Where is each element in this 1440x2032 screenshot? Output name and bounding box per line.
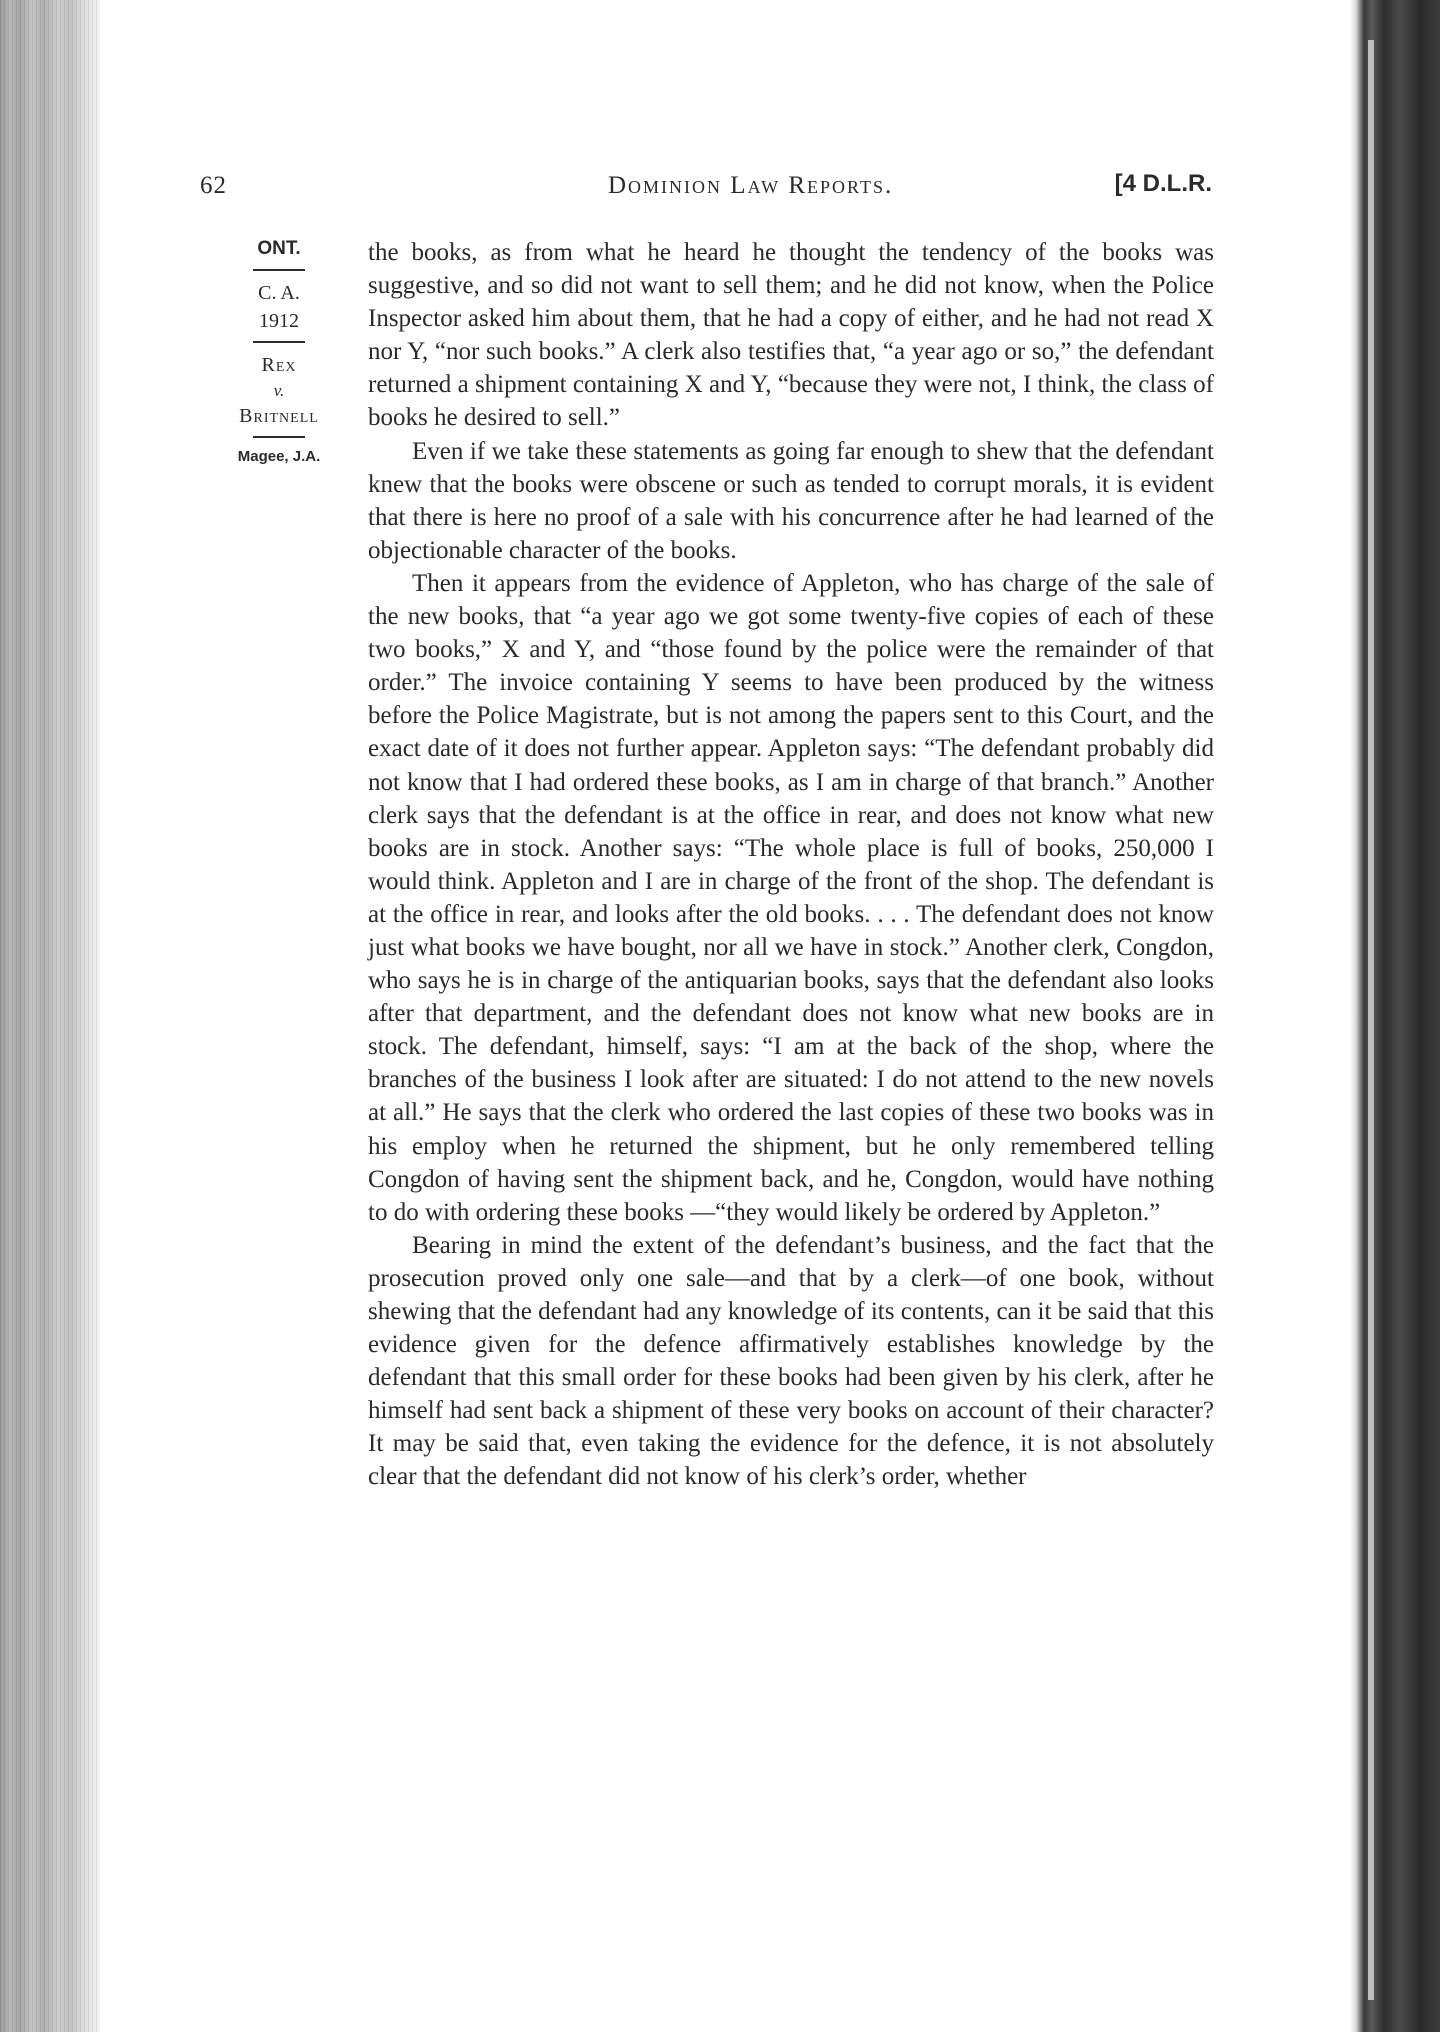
volume-citation: [4 D.L.R. — [1114, 170, 1212, 197]
paragraph: Even if we take these statements as going far enough to shew that the defendant knew that the books were obscene or such as tended to corrupt morals, it is evident that there is here no proof of a sale with his concurrence after he had learned of the objectionable character of the books. — [368, 437, 1214, 564]
margin-divider — [253, 269, 305, 271]
case-versus: v. — [273, 380, 285, 400]
court-name: C. A. — [258, 281, 300, 304]
decision-year: 1912 — [259, 309, 299, 332]
judge-name: Magee, J.A. — [237, 448, 321, 466]
page-number: 62 — [200, 172, 227, 199]
page-edge — [1350, 0, 1440, 2032]
case-party-2: Britnell — [239, 405, 319, 428]
running-header — [200, 172, 1212, 212]
court-province: ONT. — [257, 238, 301, 259]
paragraph: the books, as from what he heard he thought the tendency of the books was suggestive, and so did not want to sell them; and he did not know, when the Police Inspector asked him about them, that he had a copy of either, and he had not read X nor Y, “nor such books.” A clerk also testifies that, “a year ago or so,” the defendant returned a shipment containing X and Y, “because they were not, I think, the class of books he desired to sell.” — [368, 239, 1214, 432]
book-binding-gutter — [0, 0, 100, 2032]
margin-divider — [253, 436, 305, 438]
judgment-text — [368, 236, 1214, 1494]
margin-divider — [253, 341, 305, 343]
running-title: Dominion Law Reports. — [608, 172, 894, 199]
marginal-notes — [224, 236, 334, 467]
case-party-1: Rex — [261, 353, 297, 376]
paragraph: Bearing in mind the extent of the defendant’s business, and the fact that the prosecution proved only one sale—and that by a clerk—of one book, without shewing that the defendant had any knowledge of its contents, can it be said that this evidence given for the defence affirmatively establishes knowledge by the defendant that this small order for these books had been given by his clerk, after he himself had sent back a shipment of these very books on account of their character? It may be said that, even taking the evidence for the defence, it is not absolutely clear that the defendant did not know of his clerk’s order, whether — [368, 1231, 1214, 1491]
paragraph: Then it appears from the evidence of Appleton, who has charge of the sale of the new books, that “a year ago we got some twenty-five copies of each of these two books,” X and Y, and “those found by the police were the remainder of that order.” The invoice containing Y seems to have been produced by the witness before the Police Magistrate, but is not among the papers sent to this Court, and the exact date of it does not further appear. Appleton says: “The defendant probably did not know that I had ordered these books, as I am in charge of that branch.” Another clerk says that the defendant is at the office in rear, and does not know what new books are in stock. Another says: “The whole place is full of books, 250,000 I would think. Appleton and I are in charge of the front of the shop. The defendant is at the office in rear, and looks after the old books. . . . The defendant does not know just what books we have bought, nor all we have in stock.” Another clerk, Congdon, who says he is in charge of the antiquarian books, says that the defendant also looks after that department, and the defendant does not know what new books are in stock. The defendant, himself, says: “I am at the back of the shop, where the branches of the business I look after are situated: I do not attend to the new novels at all.” He says that the clerk who ordered the last copies of these two books was in his employ when he returned the shipment, but he only remembered telling Congdon of having sent the shipment back, and he, Congdon, would have nothing to do with ordering these books —“they would likely be ordered by Appleton.” — [368, 569, 1214, 1226]
